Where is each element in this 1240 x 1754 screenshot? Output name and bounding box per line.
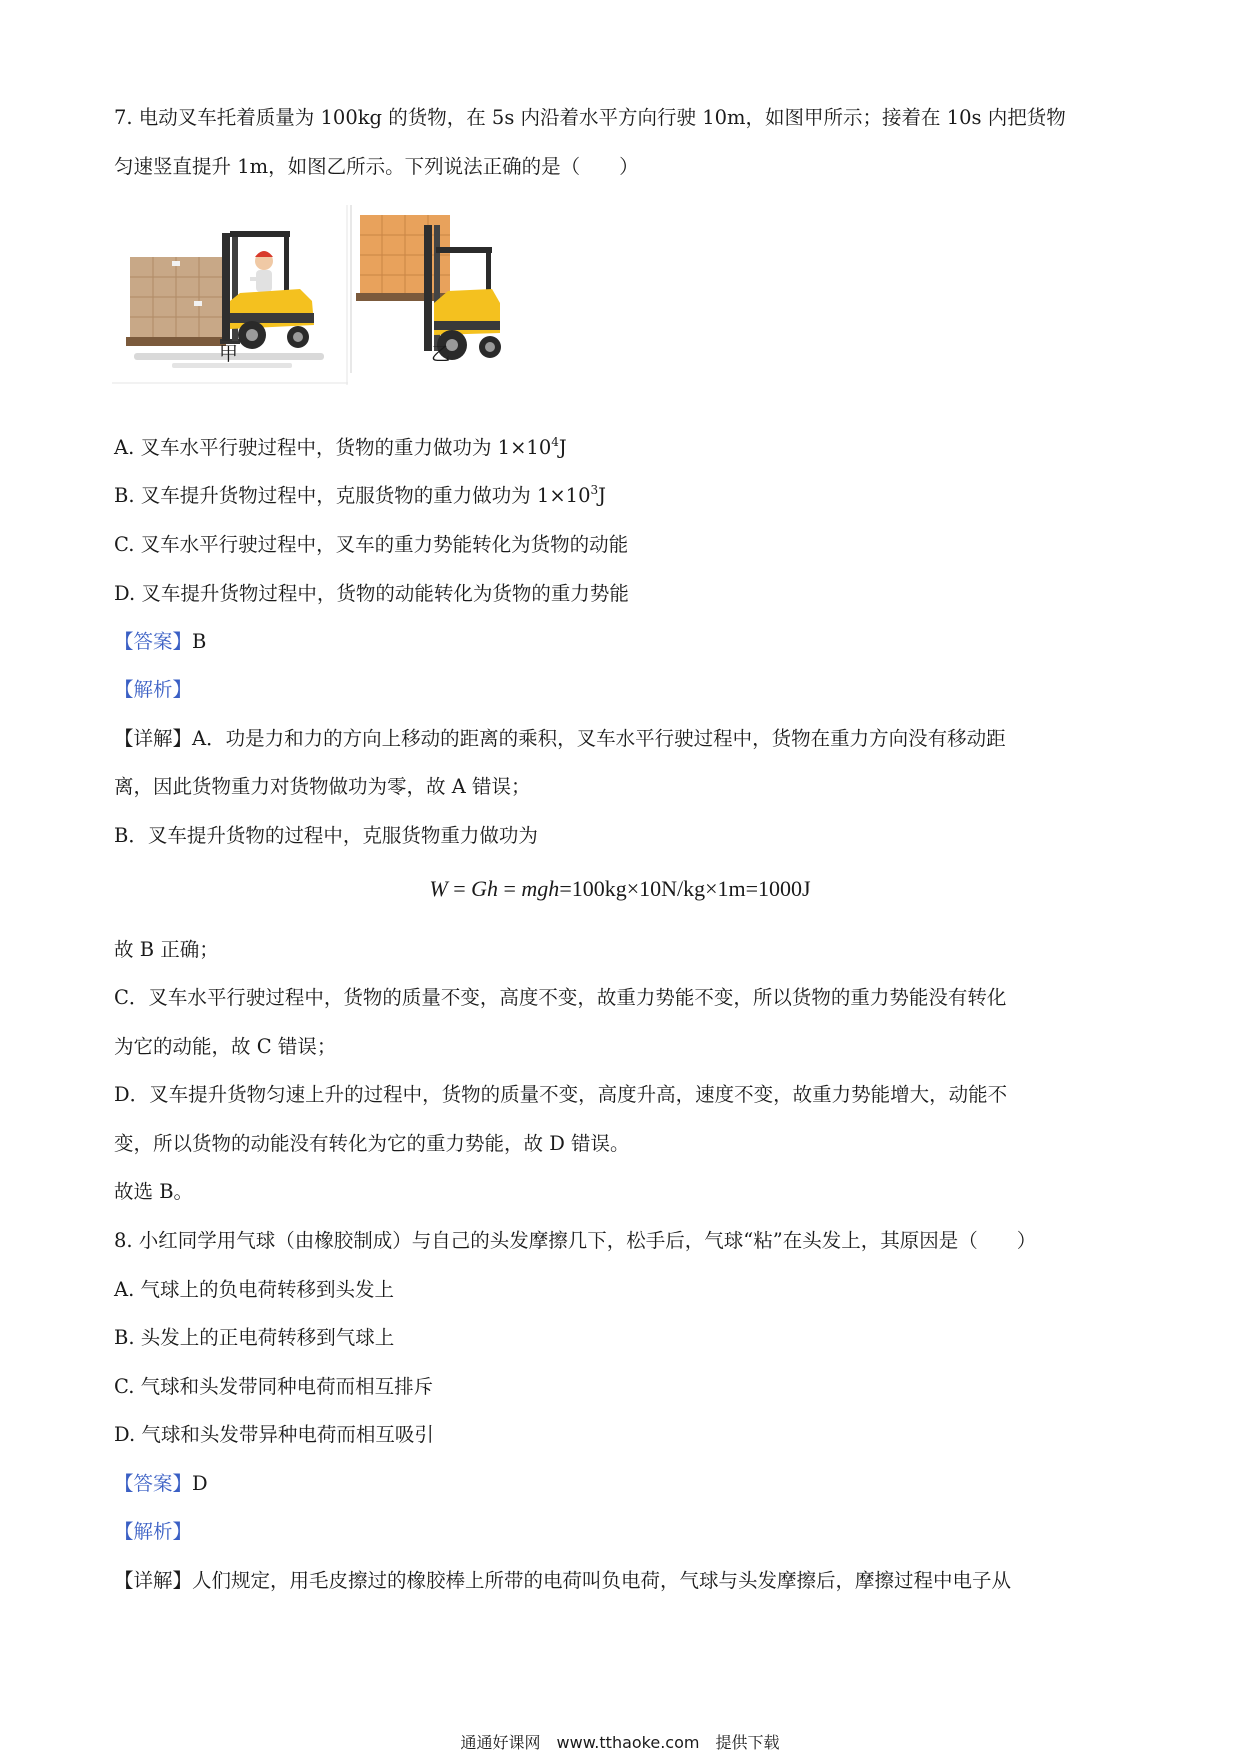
q7-option-a-text: A. 叉车水平行驶过程中，货物的重力做功为 1×10 bbox=[114, 436, 552, 459]
q7-option-c: C. 叉车水平行驶过程中，叉车的重力势能转化为货物的动能 bbox=[114, 533, 629, 556]
eq-gh: Gh bbox=[471, 876, 498, 901]
figure-caption-yi: 乙 bbox=[431, 343, 451, 365]
q8-detail-text1: 人们规定，用毛皮擦过的橡胶棒上所带的电荷叫负电荷，气球与头发摩擦后，摩擦过程中电子从 bbox=[192, 1569, 1012, 1592]
q7-option-d: D. 叉车提升货物过程中，货物的动能转化为货物的重力势能 bbox=[114, 582, 629, 605]
q7-option-b-exponent: 3 bbox=[590, 483, 599, 497]
eq-eq1: = bbox=[447, 876, 472, 901]
q7-answer bbox=[114, 627, 206, 657]
q7-answer-label: 【答案】 bbox=[114, 630, 193, 653]
q7-detail-line5: C．叉车水平行驶过程中，货物的质量不变，高度不变，故重力势能不变，所以货物的重力势能没有转化 bbox=[114, 986, 1007, 1009]
q7-stem-line1: 7. 电动叉车托着质量为 100kg 的货物，在 5s 内沿着水平方向行驶 10m，如图甲所示；接着在 10s 内把货物 bbox=[114, 106, 1066, 129]
q7-detail-line7: D．叉车提升货物匀速上升的过程中，货物的质量不变，高度升高，速度不变，故重力势能增大，动能不 bbox=[114, 1083, 1008, 1106]
q7-option-a-unit: J bbox=[558, 436, 567, 459]
q7-option-b bbox=[114, 481, 606, 511]
eq-mgh: mgh bbox=[521, 876, 560, 901]
q7-detail-label: 【详解】 bbox=[114, 727, 193, 750]
q8-option-b: B. 头发上的正电荷转移到气球上 bbox=[114, 1326, 395, 1349]
q8-option-d: D. 气球和头发带异种电荷而相互吸引 bbox=[114, 1423, 434, 1446]
q7-detail-line2: 离，因此货物重力对货物做功为零，故 A 错误； bbox=[114, 775, 531, 798]
eq-w: W bbox=[429, 876, 448, 901]
q8-detail-line1 bbox=[114, 1566, 1011, 1596]
q8-answer-label: 【答案】 bbox=[114, 1472, 193, 1495]
figure-caption-jia: 甲 bbox=[219, 343, 239, 365]
q8-detail-label: 【详解】 bbox=[114, 1569, 193, 1592]
eq-eq2: = bbox=[498, 876, 522, 901]
q7-option-b-text: B. 叉车提升货物过程中，克服货物的重力做功为 1×10 bbox=[114, 484, 591, 507]
q8-option-c: C. 气球和头发带同种电荷而相互排斥 bbox=[114, 1375, 434, 1398]
q7-option-a bbox=[114, 433, 567, 463]
q7-analysis-label: 【解析】 bbox=[114, 678, 193, 701]
q7-detail-line1 bbox=[114, 724, 1006, 754]
q7-detail-line9: 故选 B。 bbox=[114, 1180, 194, 1203]
work-equation bbox=[0, 876, 1240, 902]
q7-stem-line2: 匀速竖直提升 1m，如图乙所示。下列说法正确的是（ ） bbox=[114, 155, 639, 178]
q8-option-a: A. 气球上的负电荷转移到头发上 bbox=[114, 1278, 394, 1301]
q8-answer bbox=[114, 1469, 208, 1499]
q7-detail-text1: A．功是力和力的方向上移动的距离的乘积，叉车水平行驶过程中，货物在重力方向没有移动距 bbox=[192, 727, 1006, 750]
q8-analysis-label: 【解析】 bbox=[114, 1520, 193, 1543]
q7-detail-line6: 为它的动能，故 C 错误； bbox=[114, 1035, 337, 1058]
q7-option-b-unit: J bbox=[598, 484, 606, 507]
q8-answer-value: D bbox=[192, 1472, 208, 1495]
q8-stem: 8. 小红同学用气球（由橡胶制成）与自己的头发摩擦几下，松手后，气球“粘”在头发上，其原因是（ ） bbox=[114, 1229, 1037, 1252]
q7-detail-line4: 故 B 正确； bbox=[114, 938, 219, 961]
q7-detail-line8: 变，所以货物的动能没有转化为它的重力势能，故 D 错误。 bbox=[114, 1132, 630, 1155]
page-footer: 通通好课网 www.tthaoke.com 提供下载 bbox=[460, 1733, 780, 1752]
eq-rest: =100kg×10N/kg×1m=1000J bbox=[559, 876, 811, 901]
q7-detail-line3: B．叉车提升货物的过程中，克服货物重力做功为 bbox=[114, 824, 538, 847]
q7-option-a-exponent: 4 bbox=[551, 435, 559, 449]
q7-answer-value: B bbox=[192, 630, 207, 653]
